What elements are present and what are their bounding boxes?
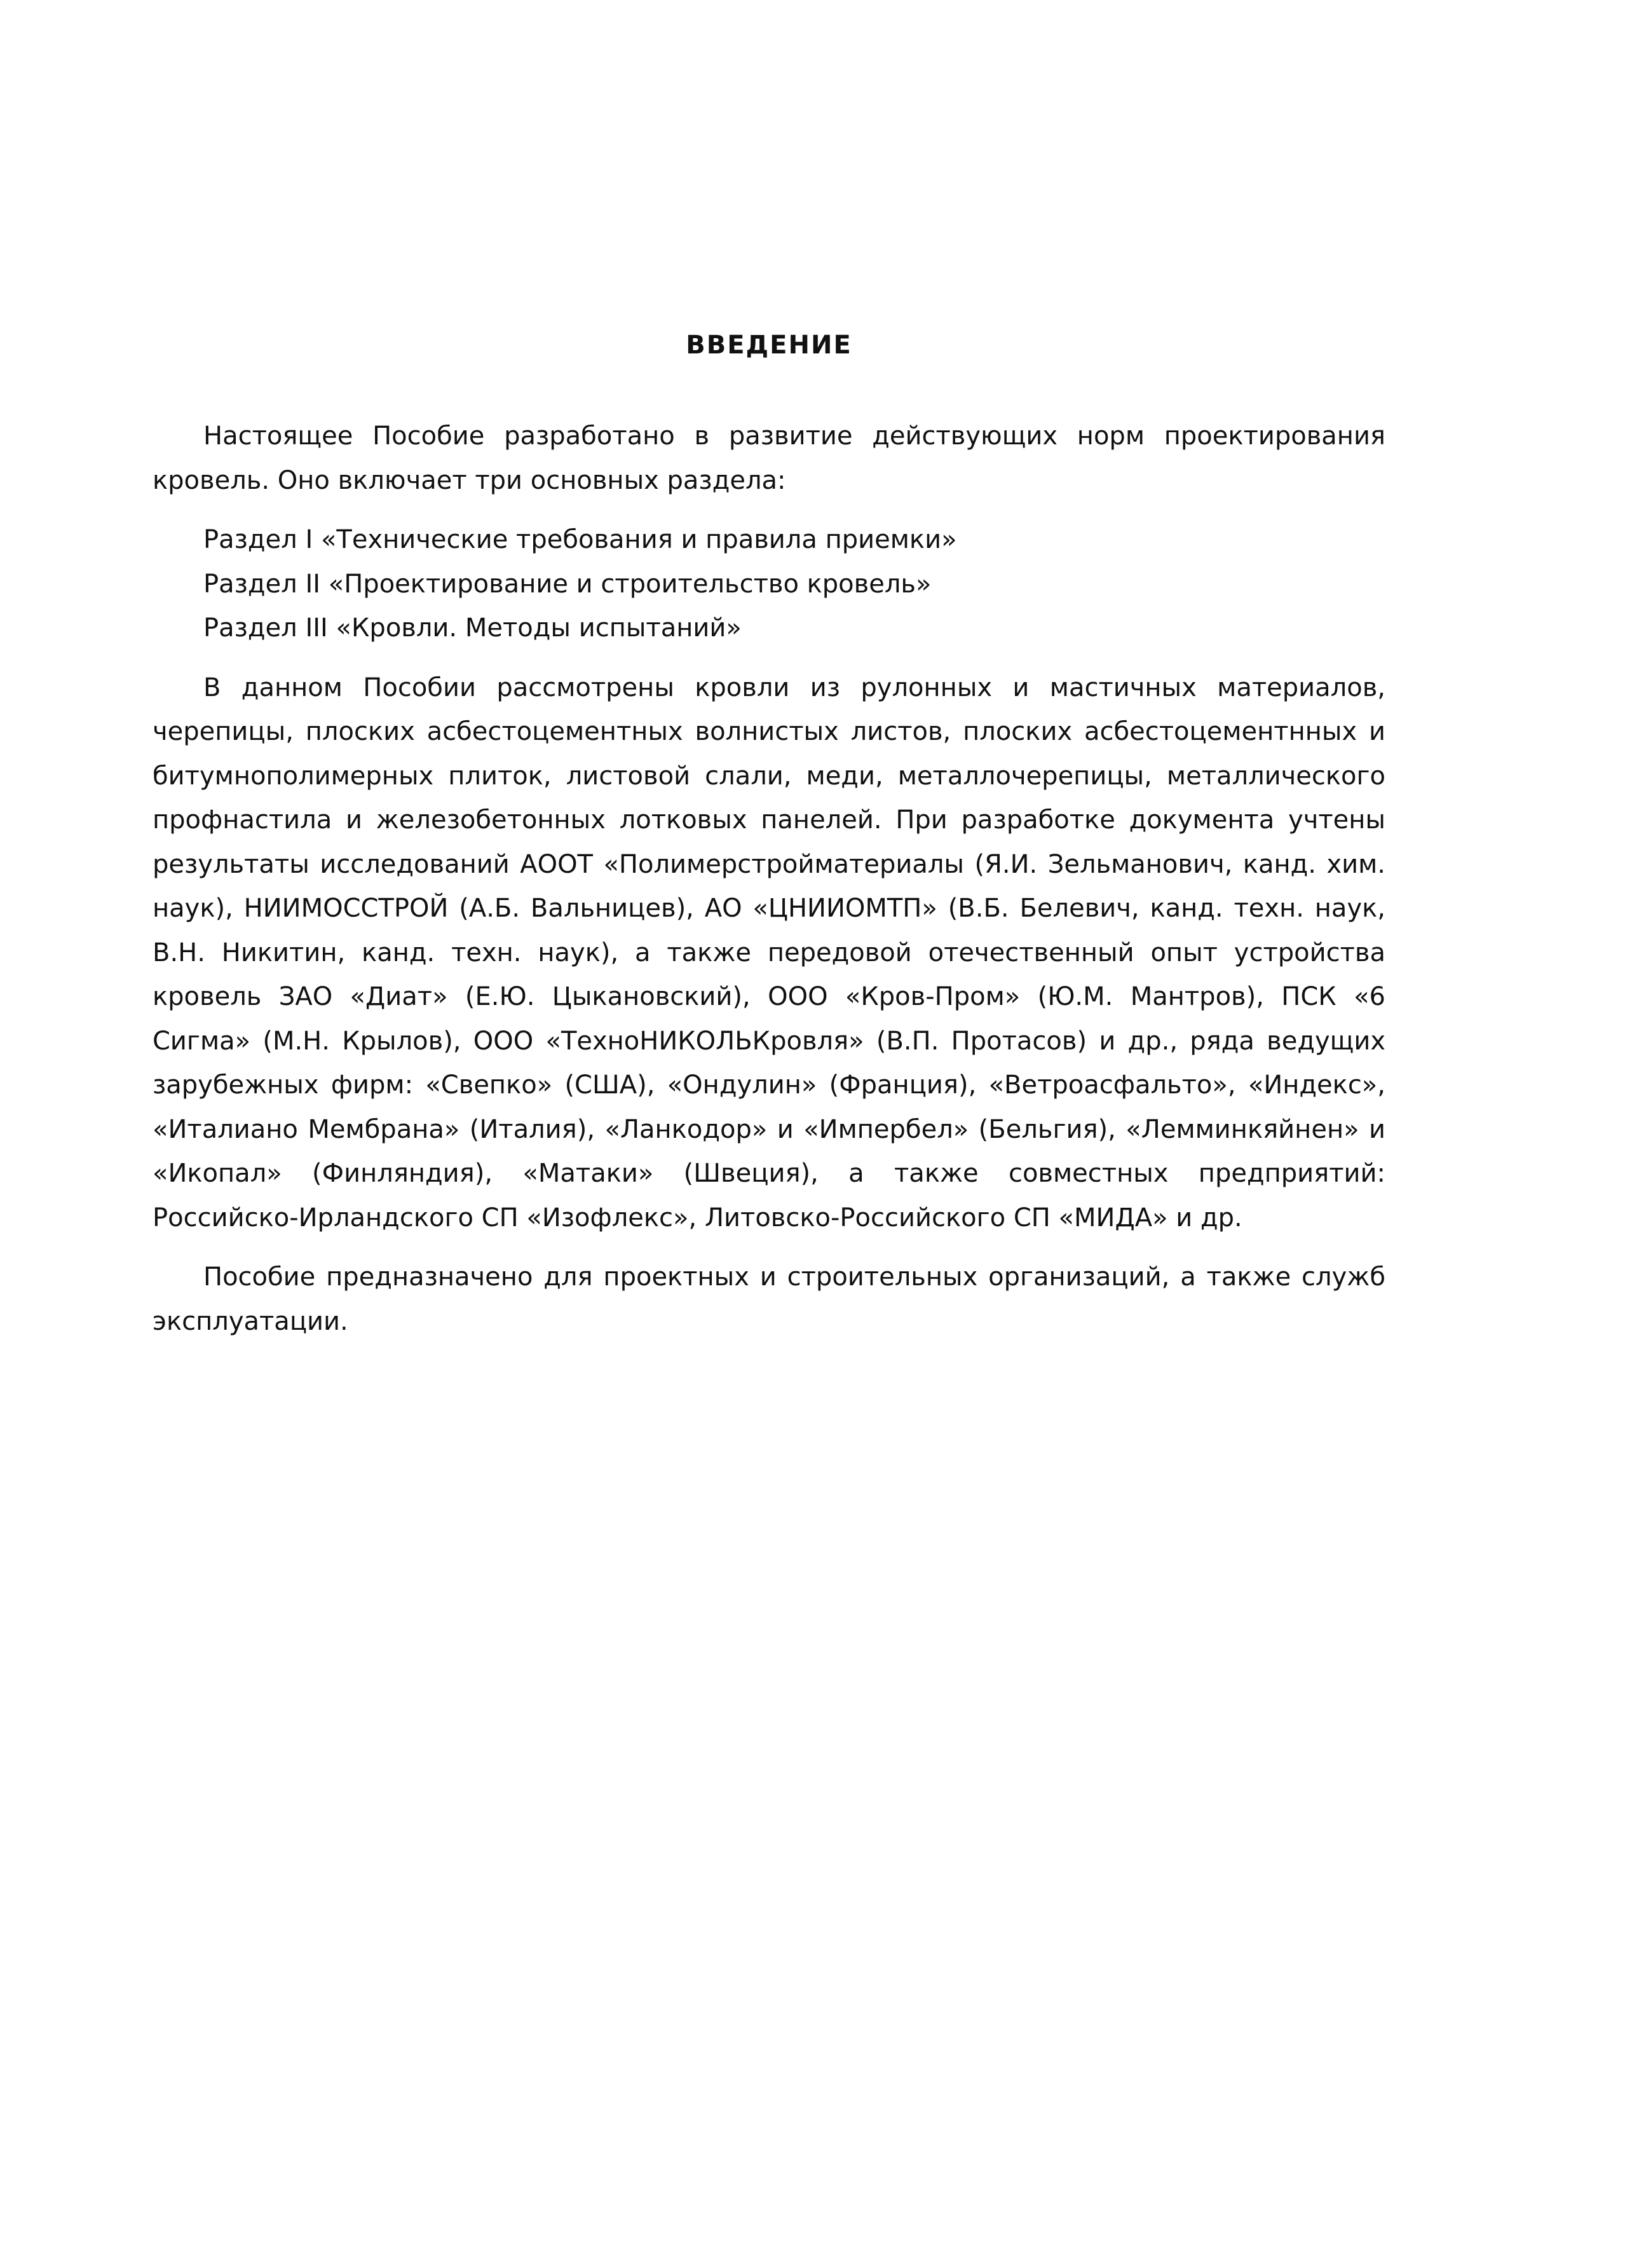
intro-paragraph: Настоящее Пособие разработано в развитие действующих норм проектирования кровель. Оно включает три основных раздела: xyxy=(153,421,1385,495)
section-item-3: Раздел III «Кровли. Методы испытаний» xyxy=(203,613,742,643)
document-page xyxy=(153,331,1385,1359)
body-paragraph: В данном Пособии рассмотрены кровли из рулонных и мастичных материалов, черепицы, плоских асбестоцементных волнистых листов, плоских асбестоцементнных и битумнополимерных плиток, листовой слали, меди, металлочерепицы, металлического профнастила и железобетонных лотковых панелей. При разработке документа учтены результаты исследований АООТ «Полимерстройматериалы (Я.И. Зельманович, канд. хим. наук), НИИМОССТРОЙ (А.Б. Вальницев), АО «ЦНИИОМТП» (В.Б. Белевич, канд. техн. наук, В.Н. Никитин, канд. техн. наук), а также передовой отечественный опыт устройства кровель ЗАО «Диат» (Е.Ю. Цыкановский), ООО «Кров-Пром» (Ю.М. Мантров), ПСК «6 Сигма» (М.Н. Крылов), ООО «ТехноНИКОЛЬКровля» (В.П. Протасов) и др., ряда ведущих зарубежных фирм: «Свепко» (США), «Ондулин» (Франция), «Ветроасфальто», «Индекс», «Италиано Мембрана» (Италия), «Ланкодор» и «Импербел» (Бельгия), «Лемминкяйнен» и «Икопал» (Финляндия), «Матаки» (Швеция), а также совместных предприятий: Российско-Ирландского СП «Изофлекс», Литовско-Российского СП «МИДА» и др. xyxy=(153,673,1385,1233)
section-list xyxy=(153,518,1385,651)
section-item-1: Раздел I «Технические требования и правила приемки» xyxy=(203,525,957,554)
page-title: ВВЕДЕНИЕ xyxy=(686,331,852,360)
section-item-2: Раздел II «Проектирование и строительство кровель» xyxy=(203,569,932,599)
purpose-paragraph: Пособие предназначено для проектных и строительных организаций, а также служб эксплуатации. xyxy=(153,1262,1385,1336)
